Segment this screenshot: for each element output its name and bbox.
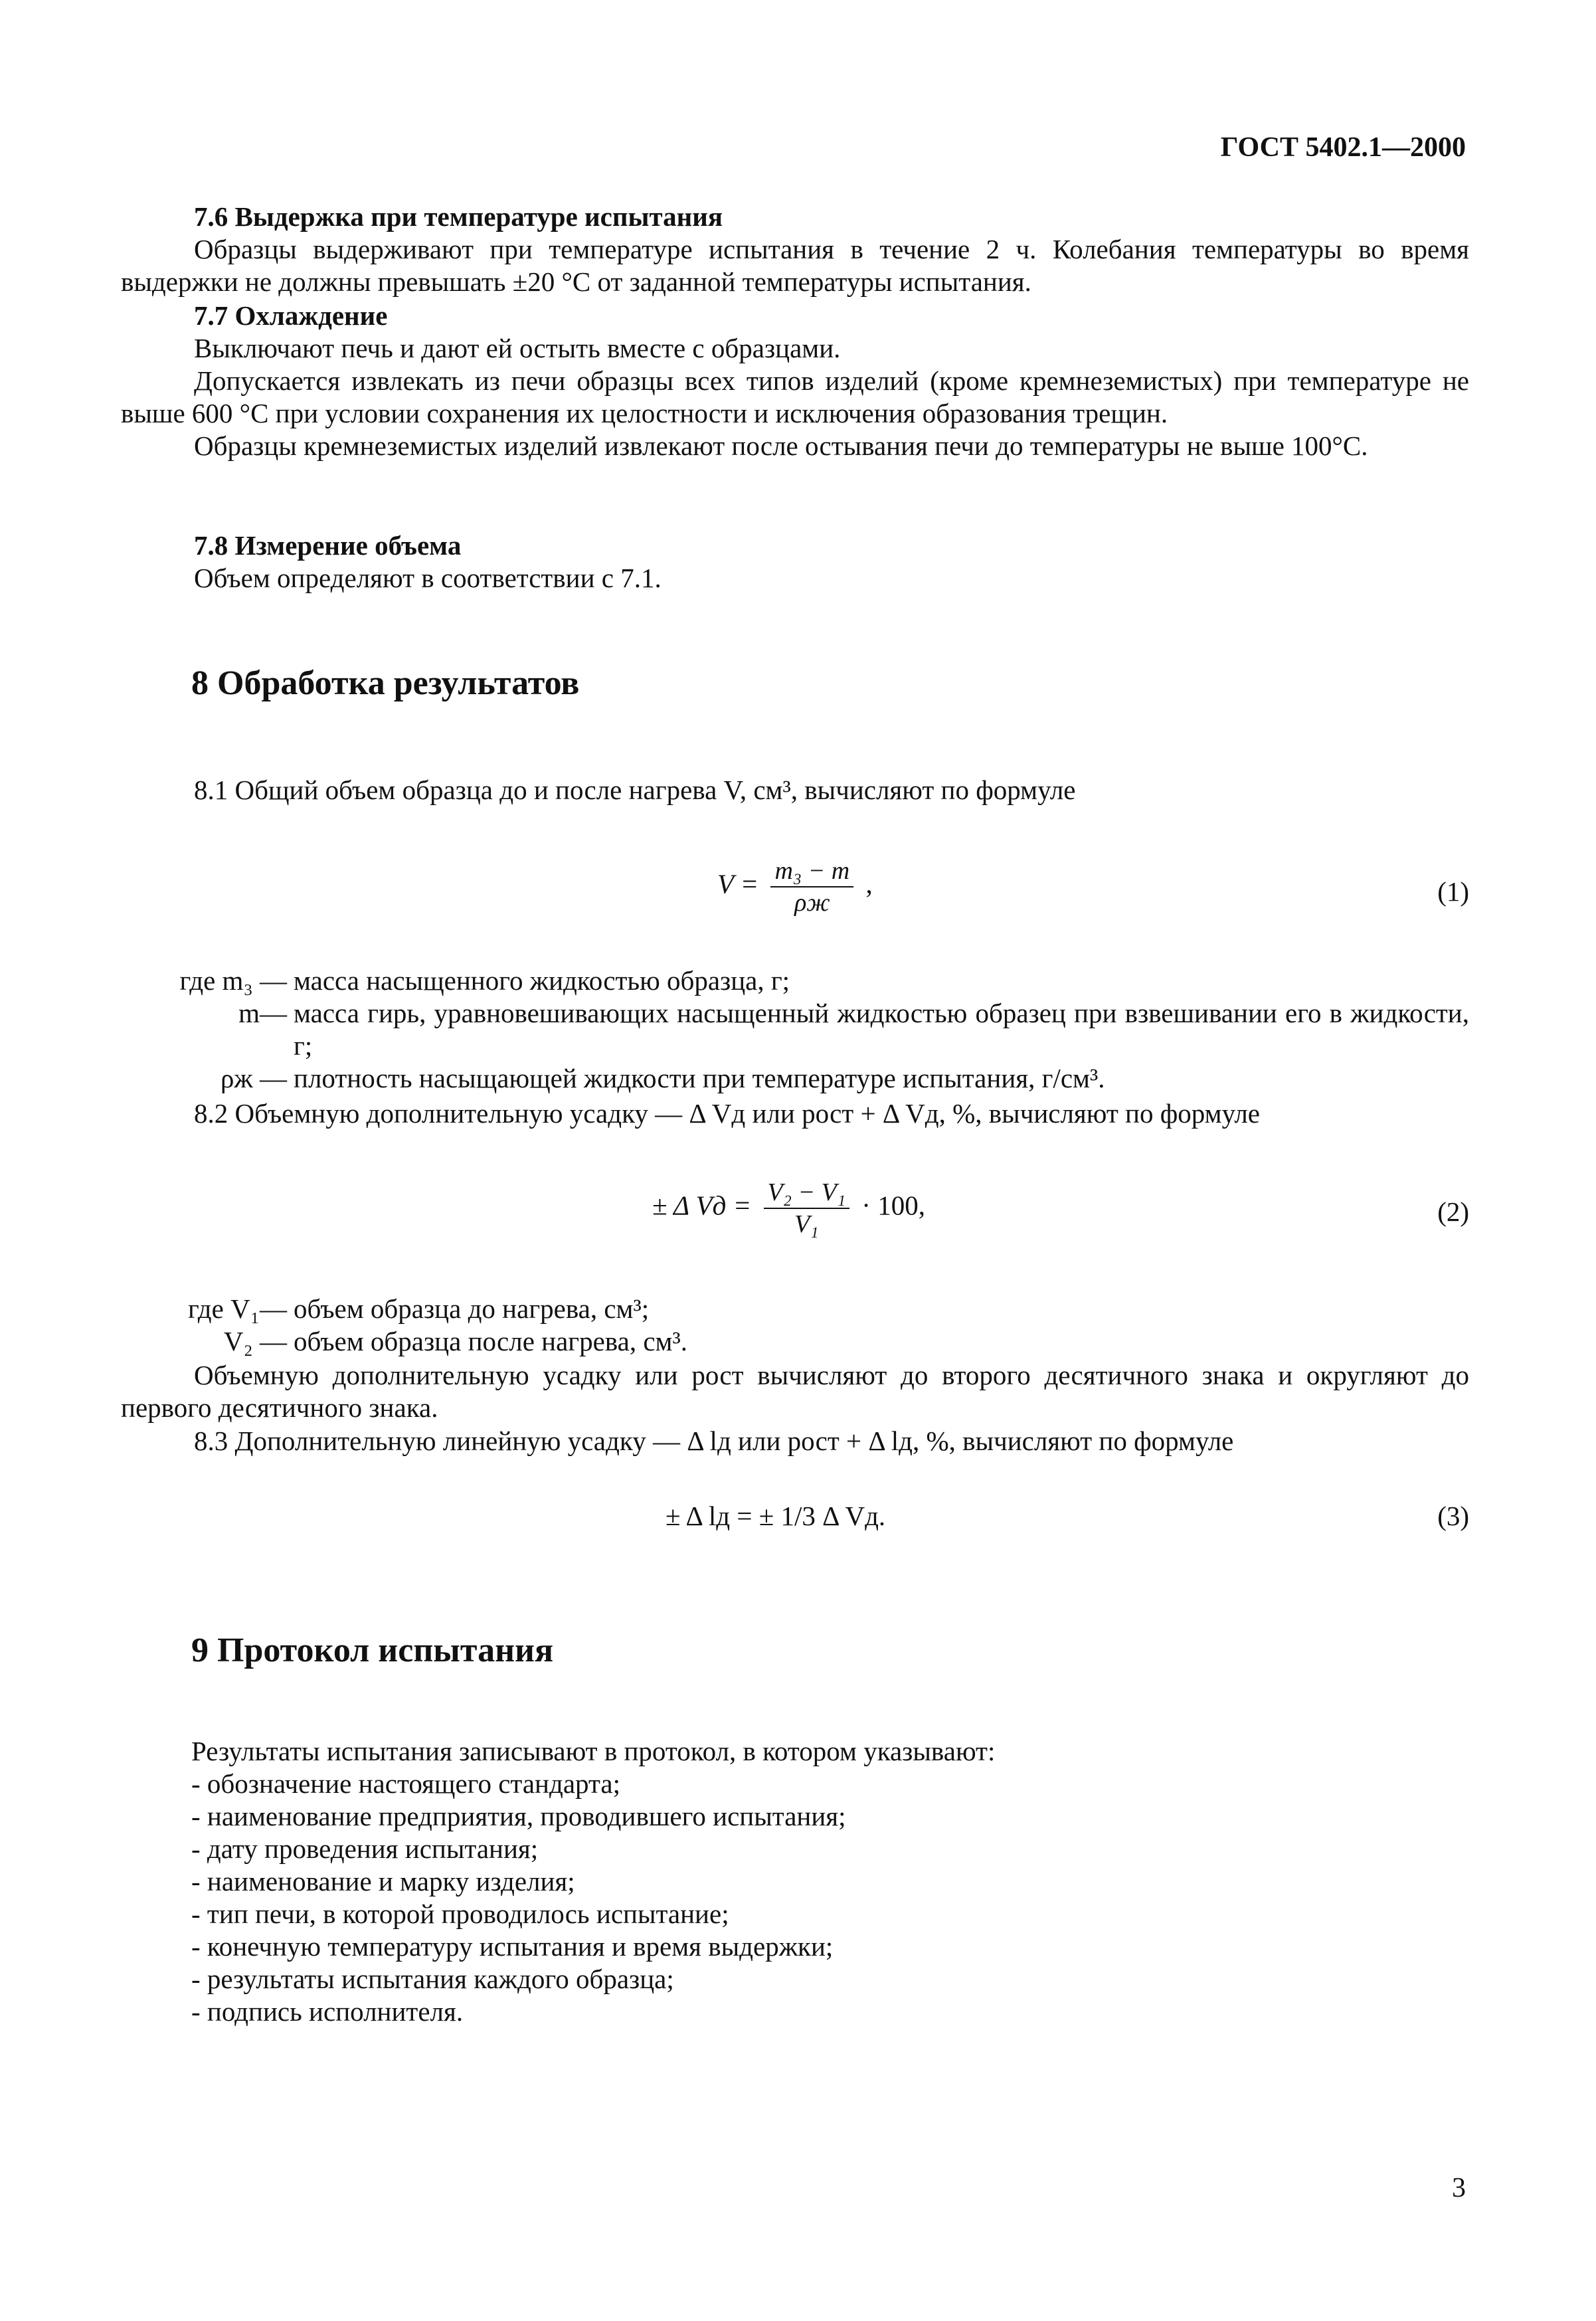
where-2-row-1: где V₁— объем образца до нагрева, см³; — [188, 1293, 650, 1324]
section-7-7-p1: Выключают печь и дают ей остыть вместе с образцами. — [194, 333, 841, 363]
para-8-2-rounding: Объемную дополнительную усадку или рост вычисляют до второго десятичного знака и округляют до первого десятичного знака. — [121, 1360, 1469, 1423]
protocol-item: - наименование и марку изделия; — [191, 1866, 575, 1897]
formula-3 — [121, 1495, 1469, 1588]
formula-2-numerator: V₂ − V₁ — [764, 1177, 850, 1209]
where-1-row-2: m— масса гирь, уравновешивающих насыщенный жидкостью образец при взвешивании его в жидкости, г; — [238, 998, 1469, 1061]
protocol-item: - конечную температуру испытания и время выдержки; — [191, 1931, 834, 1962]
section-7-7 — [121, 300, 1469, 462]
formula-1-expr — [717, 856, 873, 918]
formula-2-denominator: V₁ — [794, 1210, 819, 1238]
formula-3-expr: ± Δ lд = ± 1/3 Δ Vд. — [665, 1501, 886, 1531]
para-8-3: 8.3 Дополнительную линейную усадку — Δ lд или рост + Δ lд, %, вычисляют по формуле — [194, 1426, 1234, 1456]
where-1-row-1: где m₃ — масса насыщенного жидкостью образца, г; — [179, 965, 790, 996]
formula-2-tail: · 100, — [861, 1190, 925, 1221]
section-7-6-title: 7.6 Выдержка при температуре испытания — [194, 201, 723, 232]
section-8-heading: 8 Обработка результатов — [191, 664, 580, 702]
formula-2-lhs: ± Δ Vд = — [652, 1190, 752, 1221]
where-2-row-2: V₂ — объем образца после нагрева, см³. — [223, 1326, 687, 1356]
formula-2-number: (2) — [1437, 1196, 1469, 1227]
protocol-item: - обозначение настоящего стандарта; — [191, 1768, 620, 1799]
formula-2-fraction — [764, 1177, 850, 1240]
formula-1-number: (1) — [1437, 876, 1469, 907]
section-7-6 — [121, 201, 1469, 298]
where-list-2 — [121, 1293, 1469, 1358]
formula-1 — [121, 842, 1469, 935]
protocol-item: - наименование предприятия, проводившего испытания; — [191, 1801, 846, 1831]
section-9-heading: 9 Протокол испытания — [191, 1631, 554, 1669]
section-7-8 — [121, 529, 1469, 595]
formula-3-number: (3) — [1437, 1501, 1469, 1531]
standard-code: ГОСТ 5402.1—2000 — [1220, 132, 1466, 163]
formula-1-lhs: V = — [717, 868, 759, 899]
section-7-6-text: Образцы выдерживают при температуре испытания в течение 2 ч. Колебания температуры во время выдержки не должны превышать ±20 °С от заданной температуры испытания. — [121, 234, 1469, 297]
section-7-8-text: Объем определяют в соответствии с 7.1. — [194, 563, 662, 593]
protocol-item: - подпись исполнителя. — [191, 1996, 464, 2027]
para-8-1: 8.1 Общий объем образца до и после нагрева V, см³, вычисляют по формуле — [194, 775, 1076, 805]
formula-1-fraction — [770, 856, 853, 918]
formula-1-numerator: m₃ − m — [770, 856, 853, 887]
para-8-2: 8.2 Объемную дополнительную усадку — Δ Vд или рост + Δ Vд, %, вычисляют по формуле — [194, 1098, 1260, 1129]
protocol-intro: Результаты испытания записывают в протокол, в котором указывают: — [191, 1736, 996, 1766]
protocol-item: - тип печи, в которой проводилось испытание; — [191, 1899, 729, 1929]
section-7-7-title: 7.7 Охлаждение — [194, 300, 388, 331]
section-7-7-p3: Образцы кремнеземистых изделий извлекают после остывания печи до температуры не выше 100°С. — [194, 430, 1368, 461]
formula-1-tail: , — [865, 868, 873, 899]
protocol-item: - результаты испытания каждого образца; — [191, 1964, 674, 1994]
where-list-1 — [121, 965, 1469, 1095]
section-7-7-p2: Допускается извлекать из печи образцы всех типов изделий (кроме кремнеземистых) при температуре не выше 600 °С при условии сохранения их целостности и исключения образования трещин. — [121, 365, 1469, 428]
formula-2-expr — [652, 1177, 925, 1240]
section-7-8-title: 7.8 Измерение объема — [194, 530, 462, 561]
formula-1-denominator: ρж — [794, 889, 830, 917]
where-1-row-3: ρж — плотность насыщающей жидкости при температуре испытания, г/см³. — [220, 1063, 1105, 1093]
protocol-list — [191, 1735, 1453, 2028]
protocol-item: - дату проведения испытания; — [191, 1833, 539, 1864]
formula-2 — [121, 1162, 1469, 1255]
page-number: 3 — [1452, 2173, 1466, 2203]
